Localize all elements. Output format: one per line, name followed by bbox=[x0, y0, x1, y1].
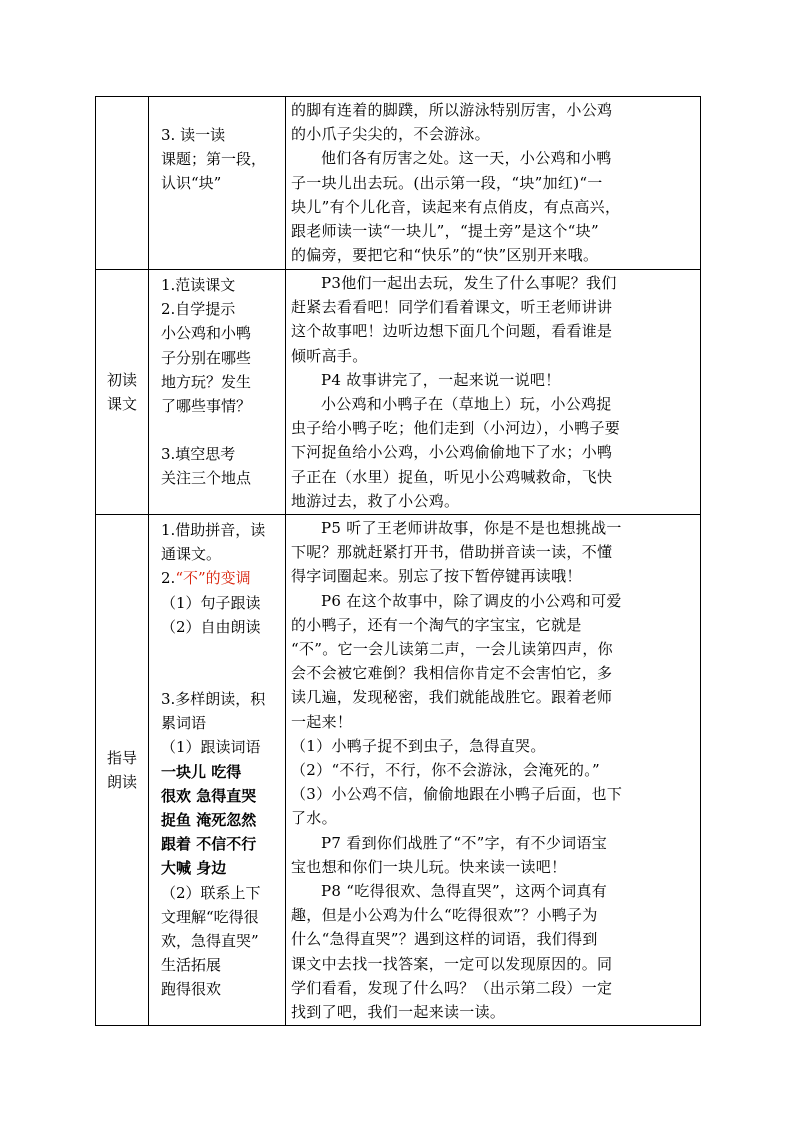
step-line: 1.借助拼音，读 bbox=[161, 521, 266, 540]
vocab-line: 一块儿 吃得 bbox=[161, 762, 242, 781]
spacer bbox=[161, 663, 283, 687]
content-line: 子一块儿出去玩。(出示第一段，“块”加红)“一 bbox=[291, 173, 603, 192]
step-line: 小公鸡和小鸭 bbox=[161, 324, 252, 343]
content-line: 下呢？那就赶紧打开书，借助拼音读一读，不懂 bbox=[291, 543, 613, 562]
content-line: “不”。它一会儿读第二声，一会儿读第四声，你 bbox=[291, 640, 613, 659]
content-cell bbox=[286, 270, 701, 515]
step-line: 跑得很欢 bbox=[161, 980, 222, 999]
content-line: 倾听高手。 bbox=[291, 346, 368, 365]
stage-label: 初读 bbox=[106, 371, 137, 390]
step-line: 累词语 bbox=[161, 714, 207, 733]
spacer bbox=[161, 418, 283, 442]
content-line: P5 听了王老师讲故事，你是不是也想挑战一 bbox=[321, 519, 622, 538]
content-line: 读几遍，发现秘密，我们就能战胜它。跟着老师 bbox=[291, 688, 613, 707]
content-line: 块儿”有个儿化音，读起来有点俏皮，有点高兴， bbox=[291, 197, 621, 216]
content-line: 得字词圈起来。别忘了按下暂停键再读哦！ bbox=[291, 567, 582, 586]
content-line: 学们看看，发现了什么吗？（出示第二段）一定 bbox=[291, 978, 613, 997]
step-line: 认识“块” bbox=[161, 174, 222, 193]
step-number: 2. bbox=[161, 569, 176, 588]
step-line: 1.范读课文 bbox=[161, 276, 236, 294]
content-line: 下河捉鱼给小公鸡，小公鸡偷偷地下了水；小鸭 bbox=[291, 443, 613, 462]
step-line: （2）自由朗读 bbox=[161, 617, 261, 636]
content-line: 这个故事吧！边听边想下面几个问题，看看谁是 bbox=[291, 322, 613, 341]
lesson-plan-table bbox=[95, 96, 701, 1026]
content-line: 的小爪子尖尖的，不会游泳。 bbox=[291, 125, 490, 144]
content-line: P6 在这个故事中，除了调皮的小公鸡和可爱 bbox=[321, 591, 622, 610]
step-line: 通课文。 bbox=[161, 545, 222, 564]
content-line: 赶紧去看看吧！同学们看着课文，听王老师讲讲 bbox=[291, 298, 613, 317]
step-line: 关注三个地点 bbox=[161, 469, 252, 488]
content-line: 的小鸭子，还有一个淘气的字宝宝，它就是 bbox=[291, 615, 582, 634]
step-highlight: “不”的变调 bbox=[175, 569, 251, 588]
step-line: （2）联系上下 bbox=[161, 883, 261, 902]
content-line: （3）小公鸡不信，偷偷地跟在小鸭子后面，也下 bbox=[291, 785, 623, 804]
step-line bbox=[161, 566, 283, 590]
stage-cell bbox=[96, 270, 149, 515]
content-line: 地游过去，救了小公鸡。 bbox=[291, 491, 460, 510]
content-cell bbox=[286, 97, 701, 270]
content-line: 找到了吧，我们一起来读一读。 bbox=[291, 1003, 506, 1022]
stage-label: 课文 bbox=[106, 395, 137, 414]
step-line: 地方玩？发生 bbox=[161, 372, 252, 391]
content-line: 小公鸡和小鸭子在（草地上）玩，小公鸡捉 bbox=[321, 395, 612, 414]
vocab-line: 捉鱼 淹死忽然 bbox=[161, 811, 257, 830]
stage-label: 指导 bbox=[106, 749, 137, 768]
step-line: 子分别在哪些 bbox=[161, 348, 252, 367]
content-line: 一起来！ bbox=[291, 712, 353, 731]
stage-cell bbox=[96, 515, 149, 1026]
steps-cell bbox=[149, 515, 286, 1026]
table-row bbox=[96, 270, 701, 515]
content-line: P4 故事讲完了，一起来说一说吧！ bbox=[321, 370, 561, 389]
step-line: （1）跟读词语 bbox=[161, 738, 261, 757]
content-line: 他们各有厉害之处。这一天，小公鸡和小鸭 bbox=[321, 149, 612, 168]
content-line: 会不会被它难倒？我相信你肯定不会害怕它，多 bbox=[291, 664, 613, 683]
vocab-line: 大喊 身边 bbox=[161, 859, 227, 878]
content-line: 趣，但是小公鸡为什么“吃得很欢”？小鸭子为 bbox=[291, 906, 598, 925]
content-line: 什么“急得直哭”？遇到这样的词语，我们得到 bbox=[291, 930, 598, 949]
content-line: 虫子给小鸭子吃；他们走到（小河边），小鸭子要 bbox=[291, 419, 621, 438]
content-line: P7 看到你们战胜了“不”字，有不少词语宝 bbox=[321, 833, 608, 852]
content-line: （1）小鸭子捉不到虫子，急得直哭。 bbox=[291, 736, 546, 755]
content-line: （2）“不行，不行，你不会游泳，会淹死的。” bbox=[291, 761, 600, 780]
steps-cell bbox=[149, 270, 286, 515]
stage-cell bbox=[96, 97, 149, 270]
step-line: （1）句子跟读 bbox=[161, 593, 261, 612]
content-line: 的脚有连着的脚蹼，所以游泳特别厉害，小公鸡 bbox=[291, 101, 613, 119]
vocab-line: 很欢 急得直哭 bbox=[161, 786, 257, 805]
step-line: 欢，急得直哭” bbox=[161, 932, 259, 951]
content-line: P3他们一起出去玩，发生了什么事呢？我们 bbox=[321, 274, 617, 292]
content-line: 的偏旁，要把它和“快乐”的“快”区别开来哦。 bbox=[291, 246, 599, 265]
table-row bbox=[96, 97, 701, 270]
vocab-line: 跟着 不信不行 bbox=[161, 835, 257, 854]
step-line: 文理解“吃得很 bbox=[161, 907, 259, 926]
content-cell bbox=[286, 515, 701, 1026]
content-line: P8 “吃得很欢、急得直哭”，这两个词真有 bbox=[321, 882, 608, 901]
step-line: 了哪些事情？ bbox=[161, 397, 252, 416]
step-line: 课题；第一段， bbox=[161, 150, 267, 169]
stage-label: 朗读 bbox=[106, 773, 137, 792]
content-line: 了水。 bbox=[291, 809, 337, 828]
step-line: 3.填空思考 bbox=[161, 445, 236, 464]
content-line: 子正在（水里）捉鱼，听见小公鸡喊救命，飞快 bbox=[291, 467, 613, 486]
step-line: 3. 读一读 bbox=[161, 126, 226, 144]
step-line: 2.自学提示 bbox=[161, 300, 236, 319]
step-line: 生活拓展 bbox=[161, 956, 222, 975]
content-line: 跟老师读一读“一块儿”，“提土旁”是这个“块” bbox=[291, 222, 599, 241]
table-row bbox=[96, 515, 701, 1026]
spacer bbox=[161, 639, 283, 663]
content-line: 课文中去找一找答案，一定可以发现原因的。同 bbox=[291, 954, 613, 973]
content-line: 宝也想和你们一块儿玩。快来读一读吧！ bbox=[291, 857, 567, 876]
step-line: 3.多样朗读，积 bbox=[161, 690, 266, 709]
steps-cell bbox=[149, 97, 286, 270]
